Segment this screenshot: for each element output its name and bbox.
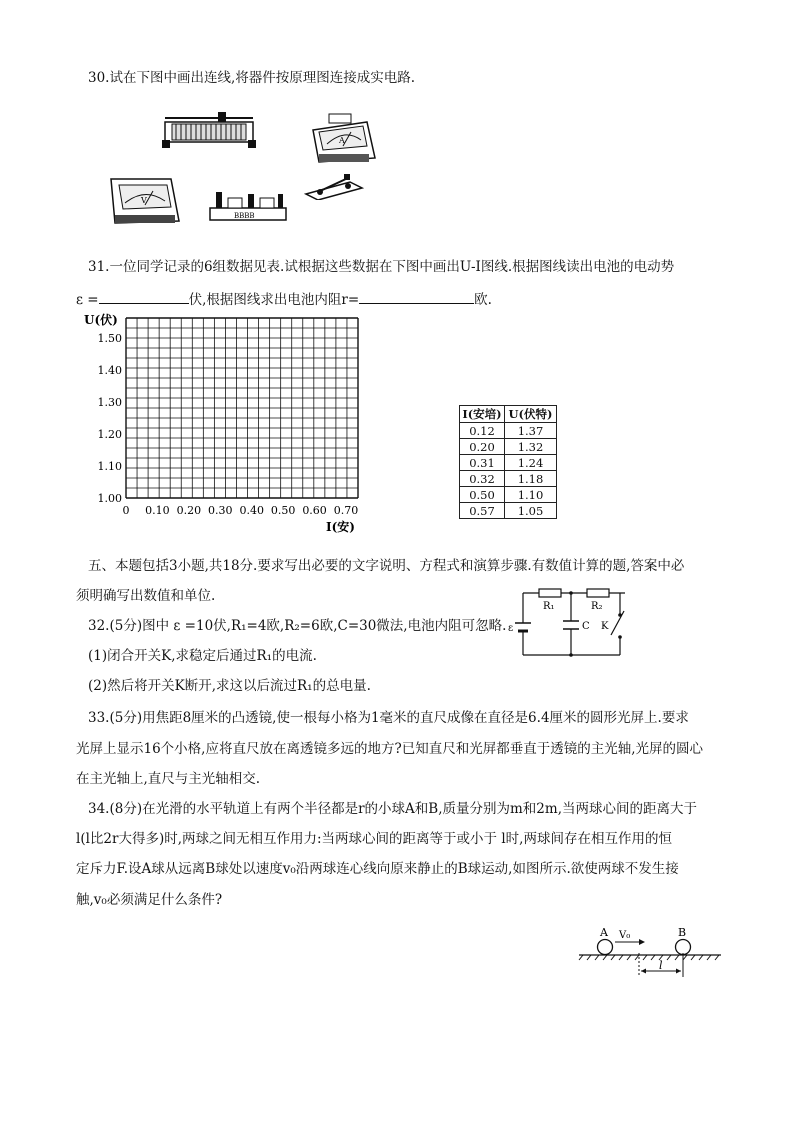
ui-grid-chart <box>76 312 376 534</box>
grid-lines <box>126 318 358 498</box>
resistance-blank[interactable] <box>359 289 474 304</box>
x-tick-label: 0.70 <box>333 504 359 517</box>
section5-line1: 五、本题包括3小题,共18分.要求写出必要的文字说明、方程式和演算步骤.有数值计算的题,答案中必 <box>88 558 685 574</box>
table-row <box>460 503 557 519</box>
table-cell: 1.37 <box>505 423 557 439</box>
svg-text:V: V <box>141 196 147 205</box>
table-row <box>460 439 557 455</box>
table-row <box>460 487 557 503</box>
table-cell: 0.57 <box>460 503 505 519</box>
ball-b-label: B <box>678 926 687 939</box>
y-tick-label: 1.20 <box>97 428 122 441</box>
l-label: l <box>659 959 663 972</box>
emf-label: ε <box>508 623 514 634</box>
x-tick-label: 0.30 <box>208 504 233 517</box>
section5-line2: 须明确写出数值和单位. <box>76 588 216 604</box>
y-tick-label: 1.30 <box>97 396 122 409</box>
x-tick-label: 0.20 <box>176 504 202 517</box>
table-cell: 1.24 <box>505 455 557 471</box>
emf-blank[interactable] <box>99 289 189 304</box>
balls-figure <box>575 925 725 987</box>
ammeter-figure <box>305 110 380 165</box>
table-cell: 0.12 <box>460 423 505 439</box>
table-cell: 1.32 <box>505 439 557 455</box>
table-cell: 0.50 <box>460 487 505 503</box>
battery-figure <box>208 188 290 224</box>
r2-label: R₂ <box>591 601 603 612</box>
k-label: K <box>601 621 609 632</box>
x-axis-label: I(安) <box>326 520 355 534</box>
v0-label: V₀ <box>619 930 631 941</box>
q31-line2 <box>76 289 492 309</box>
y-tick-label: 1.40 <box>97 364 122 377</box>
emf-prefix: ε = <box>76 292 99 308</box>
y-tick-label: 1.50 <box>97 332 122 345</box>
circuit-diagram <box>505 587 635 663</box>
table-cell: 1.05 <box>505 503 557 519</box>
q34-line4: 触,v₀必须满足什么条件? <box>76 892 223 908</box>
q31-line1: 31.一位同学记录的6组数据见表.试根据这些数据在下图中画出U-I图线.根据图线读出电池的电动势 <box>88 259 675 275</box>
q32-line1: 32.(5分)图中 ε =10伏,R₁=4欧,R₂=6欧,C=30微法,电池内阻可忽略. <box>88 618 507 634</box>
emf-suffix: 伏,根据图线求出电池内阻r= <box>188 292 360 308</box>
y-tick-label: 1.10 <box>97 460 122 473</box>
svg-text:A: A <box>339 136 345 145</box>
q30-text: 30.试在下图中画出连线,将器件按原理图连接成实电路. <box>88 70 416 86</box>
q33-line1: 33.(5分)用焦距8厘米的凸透镜,使一根每小格为1毫米的直尺成像在直径是6.4厘米的圆形光屏上.要求 <box>88 710 689 726</box>
voltmeter-figure <box>105 175 185 227</box>
table-cell: 0.20 <box>460 439 505 455</box>
q34-line3: 定斥力F.设A球从远离B球处以速度v₀沿两球连心线向原来静止的B球运动,如图所示.欲使两球不发生接 <box>76 861 679 877</box>
q32-line3: (2)然后将开关K断开,求这以后流过R₁的总电量. <box>88 678 371 694</box>
table-row <box>460 455 557 471</box>
q33-line2: 光屏上显示16个小格,应将直尺放在离透镜多远的地方?已知直尺和光屏都垂直于透镜的主光轴,光屏的圆心 <box>76 741 703 757</box>
c-label: C <box>582 621 590 632</box>
table-cell: 1.10 <box>505 487 557 503</box>
x-tick-label: 0.50 <box>270 504 296 517</box>
svg-text:BBBB: BBBB <box>234 212 255 220</box>
x-tick-label: 0.40 <box>239 504 264 517</box>
x-tick-label: 0.10 <box>145 504 170 517</box>
q34-line2: l(l比2r大得多)时,两球之间无相互作用力:当两球心间的距离等于或小于 l时,两球间存在相互作用的恒 <box>76 831 672 847</box>
q33-line3: 在主光轴上,直尺与主光轴相交. <box>76 771 261 787</box>
table-cell: 0.31 <box>460 455 505 471</box>
ball-a-label: A <box>600 926 608 939</box>
x-tick-label: 0 <box>122 504 130 517</box>
data-table <box>459 405 557 519</box>
table-row <box>460 471 557 487</box>
y-tick-label: 1.00 <box>97 492 122 505</box>
y-axis-label: U(伏) <box>84 313 118 327</box>
table-row <box>460 423 557 439</box>
switch-figure <box>304 172 364 200</box>
q32-line2: (1)闭合开关K,求稳定后通过R₁的电流. <box>88 648 317 664</box>
r-suffix: 欧. <box>474 292 492 308</box>
table-header-i: I(安培) <box>460 406 505 423</box>
rheostat-figure <box>160 110 260 152</box>
table-header-u: U(伏特) <box>505 406 557 423</box>
q34-line1: 34.(8分)在光滑的水平轨道上有两个半径都是r的小球A和B,质量分别为m和2m,当两球心间的距离大于 <box>88 801 697 817</box>
table-cell: 1.18 <box>505 471 557 487</box>
table-cell: 0.32 <box>460 471 505 487</box>
x-tick-label: 0.60 <box>302 504 327 517</box>
r1-label: R₁ <box>543 601 555 612</box>
